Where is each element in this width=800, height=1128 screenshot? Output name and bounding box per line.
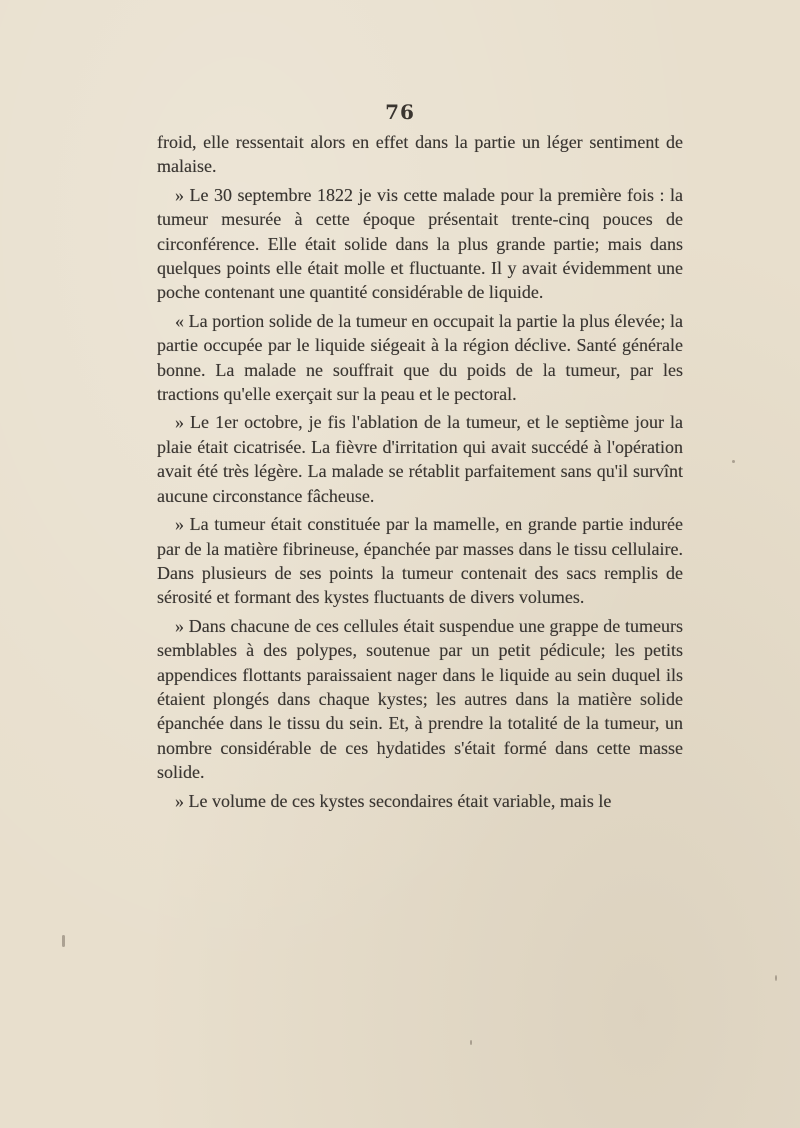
paragraph-7: » Le volume de ces kystes secondaires était variable, mais le	[175, 790, 612, 811]
paragraph-6: » Dans chacune de ces cellules était suspendue une grappe de tumeurs semblables à des polypes, soutenue par un petit pédicule; les petits appendices flottants paraissaient nager dans le liquide au sein duquel ils étaient plongés dans chaque kystes; les autres dans la matière solide épanchée dans le tissu du sein. Et, à prendre la totalité de la tumeur, un nombre considérable de ces hydatides s'était formé dans cette masse solide.	[157, 615, 683, 783]
paragraph-5: » La tumeur était constituée par la mamelle, en grande partie indurée par de la matière fibrineuse, épanchée par masses dans le tissu cellulaire. Dans plusieurs de ses points la tumeur contenait des sacs remplis de sérosité et formant des kystes fluctuants de divers volumes.	[157, 514, 683, 608]
paragraph-4: » Le 1er octobre, je fis l'ablation de la tumeur, et le septième jour la plaie était cicatrisée. La fièvre d'irritation qui avait succédé à l'opération avait été très légère. La malade se rétablit parfaitement sans qu'il survînt aucune circonstance fâcheuse.	[157, 412, 683, 506]
paper-speck	[775, 975, 777, 981]
paragraph-1: froid, elle ressentait alors en effet dans la partie un léger sentiment de malaise.	[157, 132, 683, 177]
paragraph-3: « La portion solide de la tumeur en occupait la partie la plus élevée; la partie occupée par le liquide siégeait à la région déclive. Santé générale bonne. La malade ne souffrait que du poids de la tumeur, par les tractions qu'elle exerçait sur la peau et le pectoral.	[157, 310, 683, 405]
paper-speck	[62, 935, 65, 947]
paragraph-2: » Le 30 septembre 1822 je vis cette malade pour la première fois : la tumeur mesurée à cette époque présentait trente-cinq pouces de circonférence. Elle était solide dans la plus grande partie; mais dans quelques points elle était molle et fluctuante. Il y avait évidemment une poche contenant une quantité considérable de liquide.	[157, 184, 683, 303]
page-number: 76	[385, 100, 415, 124]
paper-speck	[470, 1040, 472, 1045]
paper-speck	[732, 460, 735, 463]
body-text	[157, 130, 683, 813]
